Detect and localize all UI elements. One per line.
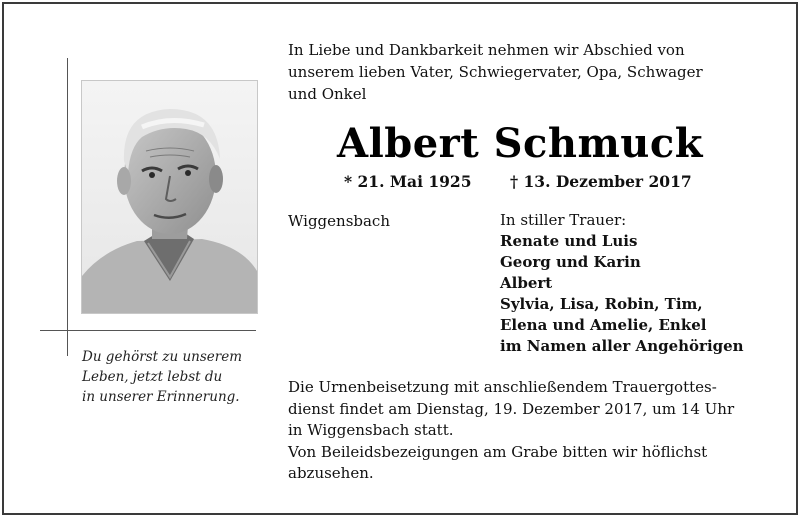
vertical-divider-line <box>67 58 68 356</box>
mourner-line: Sylvia, Lisa, Robin, Tim, <box>500 295 703 313</box>
notice-line: Von Beileidsbezeigungen am Grabe bitten wir höflichst <box>288 442 708 461</box>
notice-line: Die Urnenbeisetzung mit anschließendem Trauergottes- <box>288 378 717 396</box>
horizontal-divider-line <box>40 330 256 331</box>
mourner-line: Albert <box>500 274 553 292</box>
quote-line: Leben, jetzt lebst du <box>82 369 223 385</box>
notice-line: abzusehen. <box>288 464 374 482</box>
mourner-line: im Namen aller Angehörigen <box>500 337 744 355</box>
intro-line: In Liebe und Dankbarkeit nehmen wir Abschied von <box>288 41 685 59</box>
funeral-notice <box>288 377 768 485</box>
notice-line: dienst findet am Dienstag, 19. Dezember 2017, um 14 Uhr <box>288 399 735 418</box>
quote-line: in unserer Erinnerung. <box>82 389 240 405</box>
intro-line: und Onkel <box>288 85 367 103</box>
portrait-photo <box>81 80 258 314</box>
mourner-line: Georg und Karin <box>500 253 641 271</box>
hometown: Wiggensbach <box>288 212 390 230</box>
mourners-list <box>500 231 770 357</box>
death-date: † 13. Dezember 2017 <box>510 172 692 191</box>
mourner-line: Elena und Amelie, Enkel <box>500 316 707 334</box>
portrait-illustration <box>82 81 257 313</box>
mourners-heading: In stiller Trauer: <box>500 211 627 229</box>
mourners-block <box>500 210 770 357</box>
quote-line: Du gehörst zu unserem <box>82 349 243 365</box>
birth-date: * 21. Mai 1925 <box>344 172 472 191</box>
intro-text <box>288 39 768 105</box>
intro-line: unserem lieben Vater, Schwiegervater, Opa, Schwager <box>288 63 703 81</box>
notice-line: in Wiggensbach statt. <box>288 421 454 439</box>
memorial-quote <box>82 347 282 407</box>
mourner-line: Renate und Luis <box>500 232 638 250</box>
deceased-name: Albert Schmuck <box>337 120 703 167</box>
